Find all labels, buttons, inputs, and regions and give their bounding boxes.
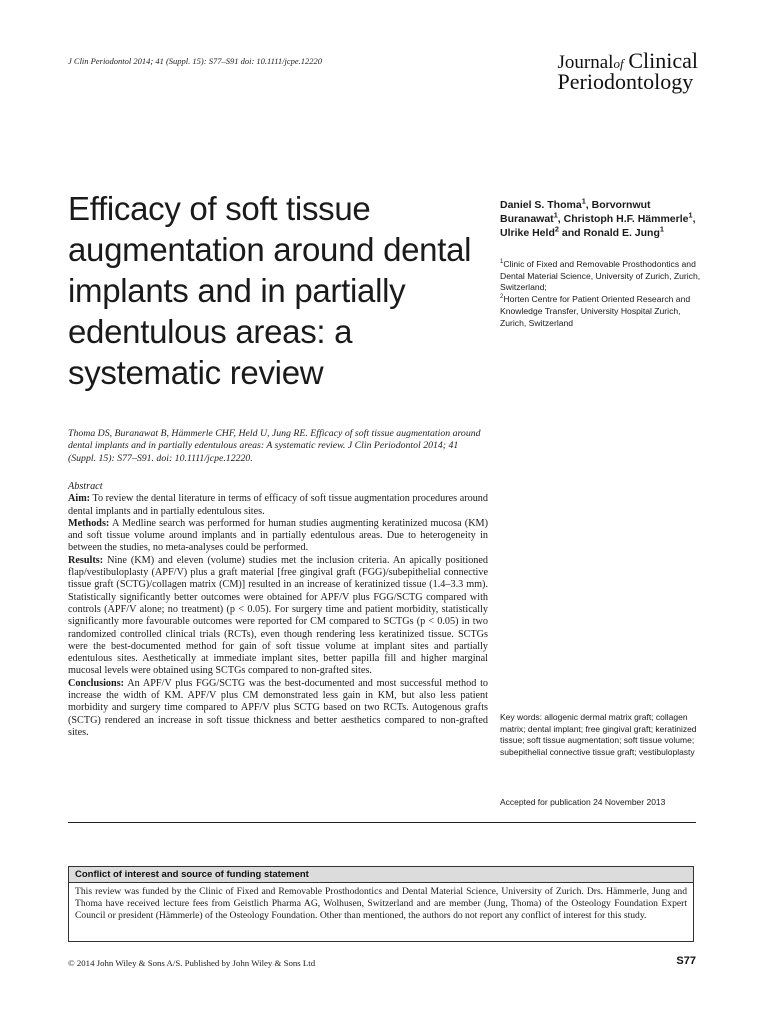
methods-label: Methods:	[68, 517, 110, 529]
abstract-conclusions	[68, 678, 488, 739]
page-number: S77	[676, 955, 696, 967]
author-separator: and	[558, 227, 584, 239]
aim-text: To review the dental literature in terms of efficacy of soft tissue augmentation procedures around dental implants and in partially edentulous sites.	[68, 493, 488, 517]
author-affiliation-mark: 1	[553, 210, 558, 220]
author-name: Daniel S. Thoma	[500, 199, 582, 211]
abstract-methods	[68, 518, 488, 555]
methods-text: A Medline search was performed for human studies augmenting keratinized mucosa (KM) and soft tissue volume around implants and in partially edentulous areas. Due to heterogeneity in between the studies, no meta-analyses could be performed.	[68, 517, 489, 554]
abstract-aim	[68, 493, 488, 518]
affiliation-text: Clinic of Fixed and Removable Prosthodontics and Dental Material Science, University of Zurich, Zurich, Switzerland;	[500, 259, 701, 293]
affiliation-mark: 1	[500, 259, 504, 266]
abstract-results	[68, 555, 488, 678]
author-affiliation-mark: 1	[659, 224, 664, 234]
journal-logo-of: of	[613, 56, 624, 71]
affiliations	[500, 259, 705, 329]
conflict-of-interest-box	[68, 866, 694, 942]
journal-citation-line: J Clin Periodontol 2014; 41 (Suppl. 15): S77–S91 doi: 10.1111/jcpe.12220	[68, 56, 323, 66]
affiliation-mark: 2	[500, 294, 504, 301]
article-reference: Thoma DS, Buranawat B, Hämmerle CHF, Held U, Jung RE. Efficacy of soft tissue augmentation around dental implants and in partially edentulous areas: A systematic review. J Clin Periodontol 2014; 41 (Suppl. 15): S77–S91. doi: 10.1111/jcpe.12220.	[68, 428, 481, 464]
author-name: Ulrike Held	[500, 227, 555, 239]
author-name: Christoph H.F. Hämmerle	[563, 213, 689, 225]
section-divider	[68, 822, 696, 823]
results-text: Nine (KM) and eleven (volume) studies met the inclusion criteria. An apically positioned flap/vestibuloplasty (APF/V) plus a graft material [free gingival graft (FGG)/subepithelial connective tissue graft (SCTG)/collagen matrix (CM)] resulted in an increase of keratinized tissue (1.4–3.3 mm). Statistically significantly better outcomes were obtained for APF/V plus FGG/SCTG compared with controls (APF/V alone; no treatment) (p < 0.05). For surgery time and patient morbidity, statistically significantly more favourable outcomes were reported for CM compared to SCTGs (p < 0.05) in two randomized controlled clinical trials (RCTs), even though rendering less keratinized tissue. SCTGs were the best-documented method for gain of soft tissue volume at implant sites and partially edentulous sites. Aesthetically at immediate implant sites, better papilla fill and higher marginal mucosal levels were obtained using SCTGs compared to non-grafted sites.	[68, 554, 488, 677]
author-affiliation-mark: 1	[688, 210, 693, 220]
conclusions-text: An APF/V plus FGG/SCTG was the best-documented and most successful method to increase the width of KM. APF/V plus CM demonstrated less gain in KM, but also less patient morbidity and surgery time compared to APF/V plus SCTG based on two RCTs. Autogenous grafts (SCTG) rendered an increase in soft tissue thickness and better aesthetics compared to non-grafted sites.	[68, 677, 488, 738]
results-label: Results:	[68, 554, 104, 566]
copyright: © 2014 John Wiley & Sons A/S. Published by John Wiley & Sons Ltd	[68, 958, 316, 968]
keywords-label: Key words:	[500, 712, 543, 722]
author-separator: ,	[585, 199, 592, 211]
accepted-date: Accepted for publication 24 November 2013	[500, 797, 666, 807]
article-title: Efficacy of soft tissue augmentation around dental implants and in partially edentulous areas: a systematic review	[68, 190, 472, 391]
author-separator: ,	[692, 213, 696, 225]
author-affiliation-mark: 2	[554, 224, 559, 234]
keywords-text: allogenic dermal matrix graft; collagen matrix; dental implant; free gingival graft; keratinized tissue; soft tissue augmentation; soft tissue volume; subepithelial connective tissue graft; vestibuloplasty	[500, 712, 697, 757]
author-name: Borvornwut Buranawat	[500, 199, 651, 225]
journal-logo	[557, 48, 698, 95]
keywords	[500, 712, 700, 758]
journal-logo-periodontology: Periodontology	[557, 69, 694, 95]
abstract-heading: Abstract	[68, 481, 103, 492]
author-affiliation-mark: 1	[581, 196, 586, 206]
conclusions-label: Conclusions:	[68, 677, 125, 689]
conflict-heading: Conflict of interest and source of funding statement	[69, 867, 693, 883]
author-list	[500, 198, 700, 240]
journal-logo-word: Journal	[557, 52, 614, 73]
author-name: Ronald E. Jung	[583, 227, 660, 239]
abstract	[68, 481, 488, 739]
author-separator: ,	[557, 213, 564, 225]
affiliation-text: Horten Centre for Patient Oriented Research and Knowledge Transfer, University Hospital Zurich, Zurich, Switzerland	[500, 294, 691, 328]
journal-logo-clinical: Clinical	[628, 48, 698, 73]
aim-label: Aim:	[68, 493, 91, 505]
affiliation	[500, 259, 705, 294]
conflict-body: This review was funded by the Clinic of Fixed and Removable Prosthodontics and Dental Material Science, University of Zurich. Drs. Hämmerle, Jung and Thoma have received lecture fees from Geistlich Pharma AG, Wolhusen, Switzerland and are member (Jung, Thoma) of the Osteology Foundation Expert Council or president (Hämmerle) of the Osteology Foundation. Other than mentioned, the authors do not report any conflict of interest for this study.	[75, 886, 687, 921]
affiliation	[500, 294, 705, 329]
